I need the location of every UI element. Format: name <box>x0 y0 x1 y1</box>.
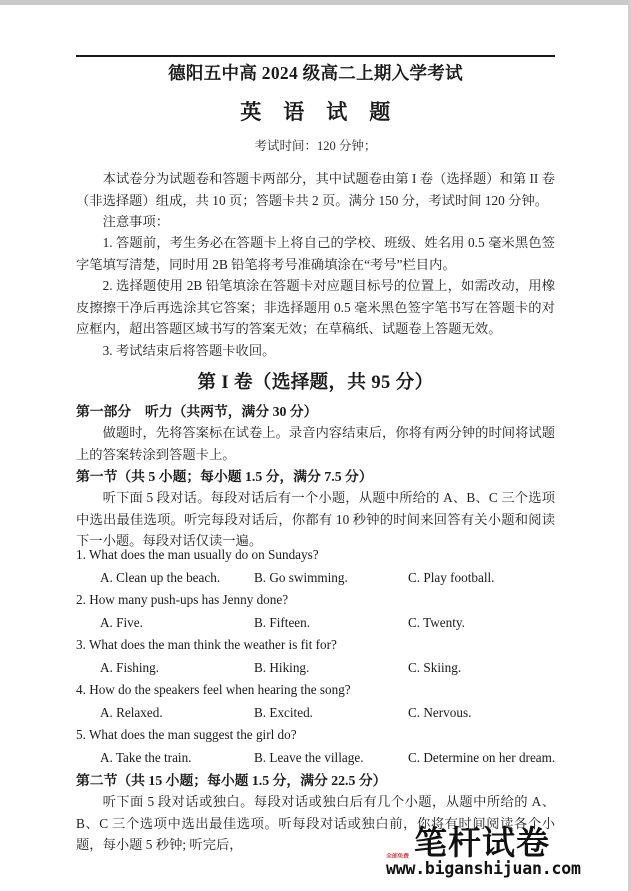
watermark <box>386 817 616 891</box>
option-a[interactable]: A. Five. <box>100 615 143 630</box>
option-c[interactable]: C. Play football. <box>408 570 495 585</box>
note-item-2: 2. 选择题使用 2B 铅笔填涂在答题卡对应题目标号的位置上，如需改动，用橡皮擦擦干净后再选涂其它答案；非选择题用 0.5 毫米黑色签字笔书写在答题卡的对应框内，超出答题区域书写的答案无效；在草稿纸、试题卷上答题无效。 <box>76 278 555 336</box>
watermark-brand: 笔杆试卷 <box>414 823 550 862</box>
notes-label: 注意事项： <box>102 214 170 229</box>
option-a[interactable]: A. Clean up the beach. <box>100 570 221 585</box>
watermark-free-badge: 全部免费 <box>386 853 409 860</box>
option-b[interactable]: B. Fifteen. <box>254 615 311 630</box>
note-item-3: 3. 考试结束后将答题卡收回。 <box>102 343 276 358</box>
part-one-instructions: 做题时，先将答案标在试卷上。录音内容结束后，你将有两分钟的时间将试题上的答案转涂到答题卡上。 <box>76 425 555 462</box>
option-b[interactable]: B. Go swimming. <box>254 570 348 585</box>
option-c[interactable]: C. Determine on her dream. <box>408 750 556 765</box>
header-divider <box>76 55 555 57</box>
section-two-instructions: 听下面 5 段对话或独白。每段对话或独白后有几个小题，从题中所给的 A、B、C 三个选项中选出最佳选项。听每段对话或独白前，你将有时间阅读各个小题，每小题 5 秒钟; 听完后， <box>76 794 555 852</box>
option-b[interactable]: B. Hiking. <box>254 660 310 675</box>
option-b[interactable]: B. Excited. <box>254 705 313 720</box>
paper-one-title: 第 I 卷（选择题，共 95 分） <box>197 373 434 393</box>
question-options <box>76 703 555 723</box>
option-b[interactable]: B. Leave the village. <box>254 750 364 765</box>
question-stem: 4. How do the speakers feel when hearing the song? <box>76 682 351 697</box>
question-options <box>76 568 555 588</box>
question-stem: 2. How many push-ups has Jenny done? <box>76 592 289 607</box>
option-a[interactable]: A. Relaxed. <box>100 705 163 720</box>
option-c[interactable]: C. Twenty. <box>408 615 465 630</box>
question-stem: 3. What does the man think the weather is fit for? <box>76 637 337 652</box>
intro-paragraph: 本试卷分为试题卷和答题卡两部分，其中试题卷由第 I 卷（选择题）和第 II 卷（非选择题）组成，共 10 页；答题卡共 2 页。满分 150 分，考试时间 120 分钟。 <box>76 171 555 208</box>
section-one-instructions: 听下面 5 段对话。每段对话后有一个小题，从题中所给的 A、B、C 三个选项中选出最佳选项。听完每段对话后，你都有 10 秒钟的时间来回答有关小题和阅读下一小题。每段对话仅读一遍。 <box>76 490 555 548</box>
option-a[interactable]: A. Fishing. <box>100 660 159 675</box>
option-c[interactable]: C. Skiing. <box>408 660 462 675</box>
question-options <box>76 658 555 678</box>
section-one-heading: 第一节（共 5 小题；每小题 1.5 分，满分 7.5 分） <box>76 469 373 484</box>
section-two-heading: 第二节（共 15 小题；每小题 1.5 分，满分 22.5 分） <box>76 773 387 788</box>
watermark-url: www.biganshijuan.com <box>386 859 581 878</box>
question-stem: 1. What does the man usually do on Sundays? <box>76 547 319 562</box>
note-item-1: 1. 答题前，考生务必在答题卡上将自己的学校、班级、姓名用 0.5 毫米黑色签字笔填写清楚，同时用 2B 铅笔将考号准确填涂在“考号”栏目内。 <box>76 235 555 272</box>
exam-paper-sheet <box>0 5 628 891</box>
page-title: 德阳五中高 2024 级高二上期入学考试 <box>168 63 463 83</box>
option-a[interactable]: A. Take the train. <box>100 750 192 765</box>
exam-duration-note: 考试时间：120 分钟； <box>254 139 377 153</box>
question-stem: 5. What does the man suggest the girl do? <box>76 727 297 742</box>
part-one-heading: 第一部分 听力（共两节，满分 30 分） <box>76 404 318 419</box>
option-c[interactable]: C. Nervous. <box>408 705 472 720</box>
question-options <box>76 748 555 768</box>
page-subtitle: 英 语 试 题 <box>240 100 391 124</box>
question-options <box>76 613 555 633</box>
